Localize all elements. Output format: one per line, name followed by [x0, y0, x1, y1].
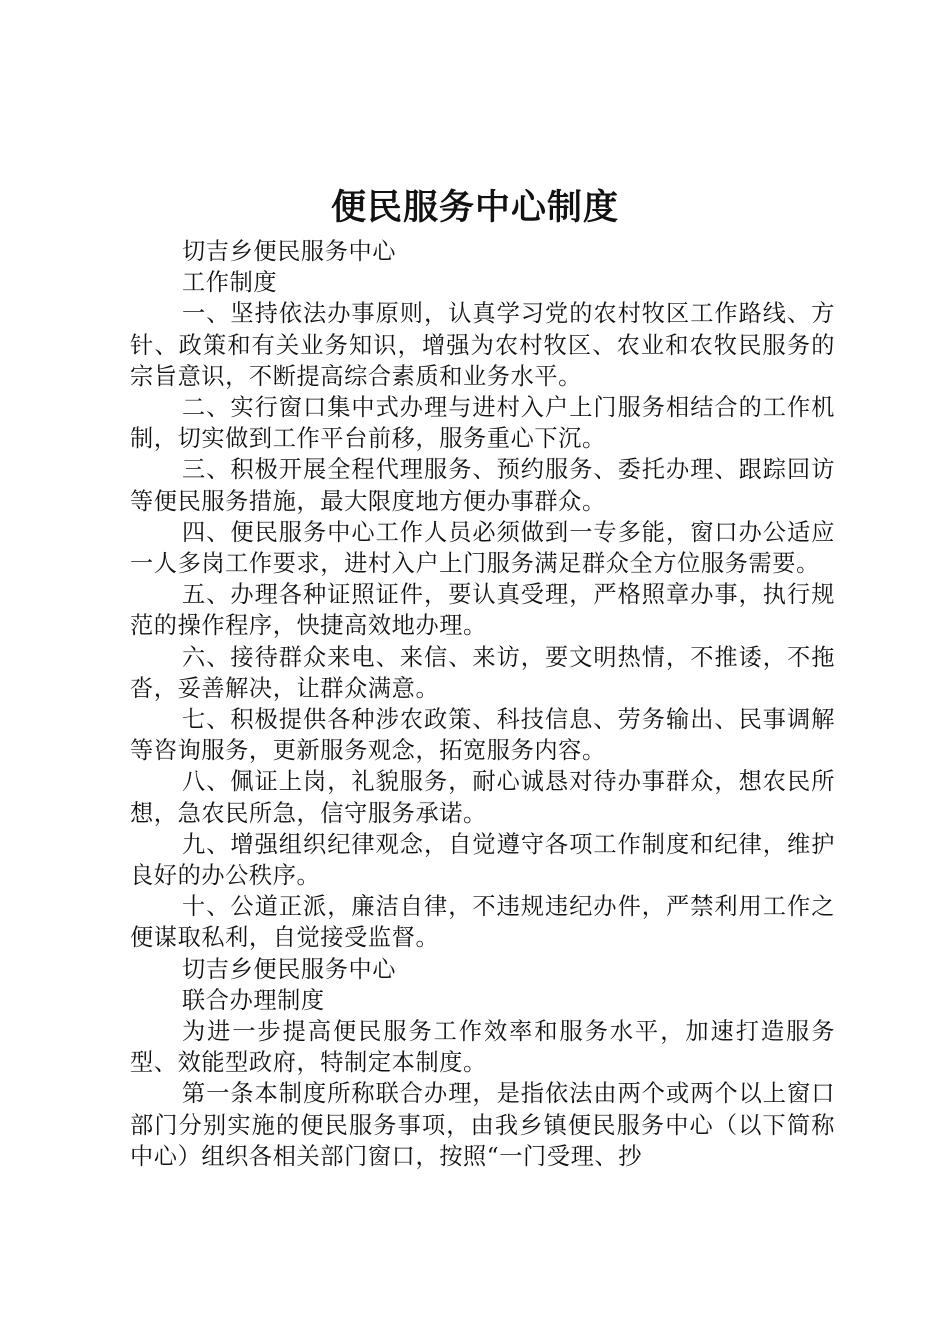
paragraph-rule-4: 四、便民服务中心工作人员必须做到一专多能，窗口办公适应一人多岗工作要求，进村入户上门服务满足群众全方位服务需要。: [130, 518, 835, 578]
paragraph-unit-name-1: 切吉乡便民服务中心: [182, 238, 397, 265]
paragraph-rule-5: 五、办理各种证照证件，要认真受理，严格照章办事，执行规范的操作程序，快捷高效地办理。: [130, 581, 835, 640]
paragraph-rule-3: 三、积极开展全程代理服务、预约服务、委托办理、跟踪回访等便民服务措施，最大限度地方便办事群众。: [130, 456, 835, 515]
paragraph-article-1: 第一条本制度所称联合办理，是指依法由两个或两个以上窗口部门分别实施的便民服务事项，由我乡镇便民服务中心（以下简称中心）组织各相关部门窗口，按照“一门受理、抄: [130, 1080, 835, 1170]
paragraph-joint-intro: 为进一步提高便民服务工作效率和服务水平，加速打造服务型、效能型政府，特制定本制度。: [130, 1018, 835, 1077]
paragraph-rule-8: 八、佩证上岗，礼貌服务，耐心诚恳对待办事群众，想农民所想，急农民所急，信守服务承诺。: [130, 768, 835, 827]
document-body: [130, 236, 835, 1172]
paragraph-rule-9: 九、增强组织纪律观念，自觉遵守各项工作制度和纪律，维护良好的办公秩序。: [130, 830, 835, 890]
document-title: 便民服务中心制度: [330, 188, 619, 228]
paragraph-section-work-rules: 工作制度: [182, 269, 278, 297]
paragraph-rule-7: 七、积极提供各种涉农政策、科技信息、劳务输出、民事调解等咨询服务，更新服务观念，拓宽服务内容。: [130, 706, 835, 765]
paragraph-unit-name-2: 切吉乡便民服务中心: [182, 955, 397, 983]
paragraph-section-joint-handling: 联合办理制度: [182, 986, 325, 1014]
paragraph-rule-1: 一、坚持依法办事原则，认真学习党的农村牧区工作路线、方针、政策和有关业务知识，增强为农村牧区、农业和农牧民服务的宗旨意识，不断提高综合素质和业务水平。: [130, 300, 835, 390]
paragraph-rule-6: 六、接待群众来电、来信、来访，要文明热情，不推诿，不拖沓，妥善解决，让群众满意。: [130, 643, 835, 702]
paragraph-rule-2: 二、实行窗口集中式办理与进村入户上门服务相结合的工作机制，切实做到工作平台前移，服务重心下沉。: [130, 394, 835, 453]
paragraph-rule-10: 十、公道正派，廉洁自律，不违规违纪办件，严禁利用工作之便谋取私利，自觉接受监督。: [130, 893, 835, 952]
